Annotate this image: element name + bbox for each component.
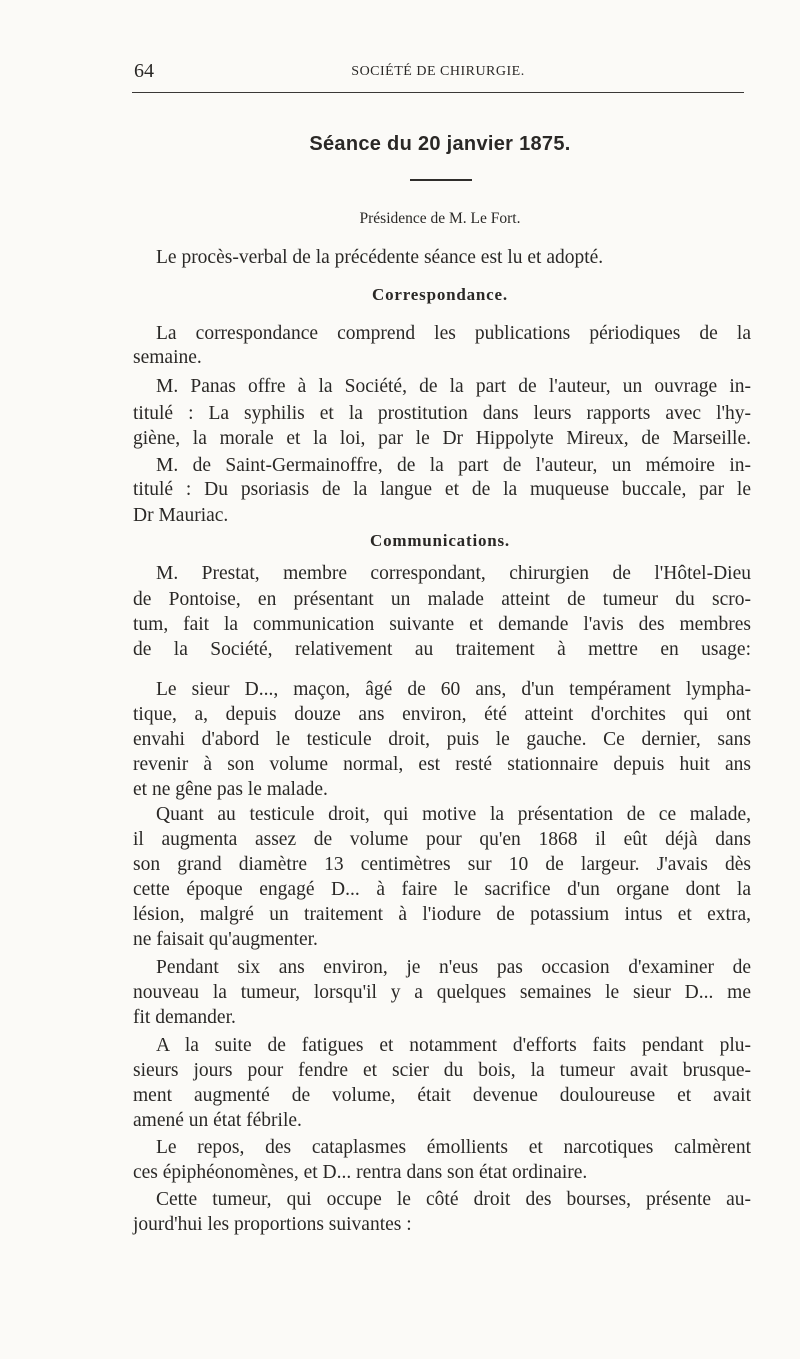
session-title: Séance du 20 janvier 1875. [309, 133, 571, 155]
text-line: M. Panas offre à la Société, de la part de l'auteur, un ouvrage in- [156, 376, 751, 397]
text-line: de Pontoise, en présentant un malade atteint de tumeur du scro- [133, 589, 751, 610]
section-heading-correspondance: Correspondance. [372, 285, 508, 304]
page-number: 64 [134, 60, 154, 82]
text-line: titulé : La syphilis et la prostitution dans leurs rapports avec l'hy- [133, 403, 751, 424]
text-line: cette époque engagé D... à faire le sacrifice d'un organe dont la [133, 879, 751, 900]
text-line: envahi d'abord le testicule droit, puis le gauche. Ce dernier, sans [133, 729, 751, 750]
text-line: de la Société, relativement au traitement à mettre en usage: [133, 639, 751, 660]
text-line: titulé : Du psoriasis de la langue et de la muqueuse buccale, par le [133, 479, 751, 500]
text-line: M. de Saint-Germainoffre, de la part de l'auteur, un mémoire in- [156, 455, 751, 476]
text-line: son grand diamètre 13 centimètres sur 10 de largeur. J'avais dès [133, 854, 751, 875]
text-line: giène, la morale et la loi, par le Dr Hippolyte Mireux, de Marseille. [133, 428, 751, 449]
text-line: revenir à son volume normal, est resté stationnaire depuis huit ans [133, 754, 751, 775]
text-line: et ne gêne pas le malade. [133, 779, 328, 800]
text-line: tum, fait la communication suivante et demande l'avis des membres [133, 614, 751, 635]
text-line: tique, a, depuis douze ans environ, été atteint d'orchites qui ont [133, 704, 751, 725]
text-line: Quant au testicule droit, qui motive la présentation de ce malade, [156, 804, 751, 825]
text-line: ne faisait qu'augmenter. [133, 929, 318, 950]
text-line: M. Prestat, membre correspondant, chirurgien de l'Hôtel-Dieu [156, 563, 751, 584]
text-line: jourd'hui les proportions suivantes : [133, 1214, 412, 1235]
text-line: semaine. [133, 347, 202, 368]
text-line: Dr Mauriac. [133, 505, 229, 526]
text-line: fit demander. [133, 1007, 236, 1028]
text-line: A la suite de fatigues et notamment d'efforts faits pendant plu- [156, 1035, 751, 1056]
section-heading-communications: Communications. [370, 531, 510, 550]
page-header [132, 58, 744, 93]
title-rule [410, 179, 472, 181]
text-line: Cette tumeur, qui occupe le côté droit des bourses, présente au- [156, 1189, 751, 1210]
text-line: amené un état fébrile. [133, 1110, 302, 1131]
text-line: Le repos, des cataplasmes émollients et narcotiques calmèrent [156, 1137, 751, 1158]
text-line: ment augmenté de volume, était devenue douloureuse et avait [133, 1085, 751, 1106]
text-line: Pendant six ans environ, je n'eus pas occasion d'examiner de [156, 957, 751, 978]
text-line: La correspondance comprend les publications périodiques de la [156, 323, 751, 344]
text-line: Le procès-verbal de la précédente séance est lu et adopté. [156, 247, 604, 268]
text-line: nouveau la tumeur, lorsqu'il y a quelques semaines le sieur D... me [133, 982, 751, 1003]
text-line: ces épiphéonomènes, et D... rentra dans son état ordinaire. [133, 1162, 588, 1183]
text-line: lésion, malgré un traitement à l'iodure de potassium intus et extra, [133, 904, 751, 925]
running-head: SOCIÉTÉ DE CHIRURGIE. [351, 64, 525, 79]
text-line: Le sieur D..., maçon, âgé de 60 ans, d'un tempérament lympha- [156, 679, 751, 700]
text-line: il augmenta assez de volume pour qu'en 1868 il eût déjà dans [133, 829, 751, 850]
presidence-line: Présidence de M. Le Fort. [359, 210, 521, 227]
text-line: sieurs jours pour fendre et scier du bois, la tumeur avait brusque- [133, 1060, 751, 1081]
